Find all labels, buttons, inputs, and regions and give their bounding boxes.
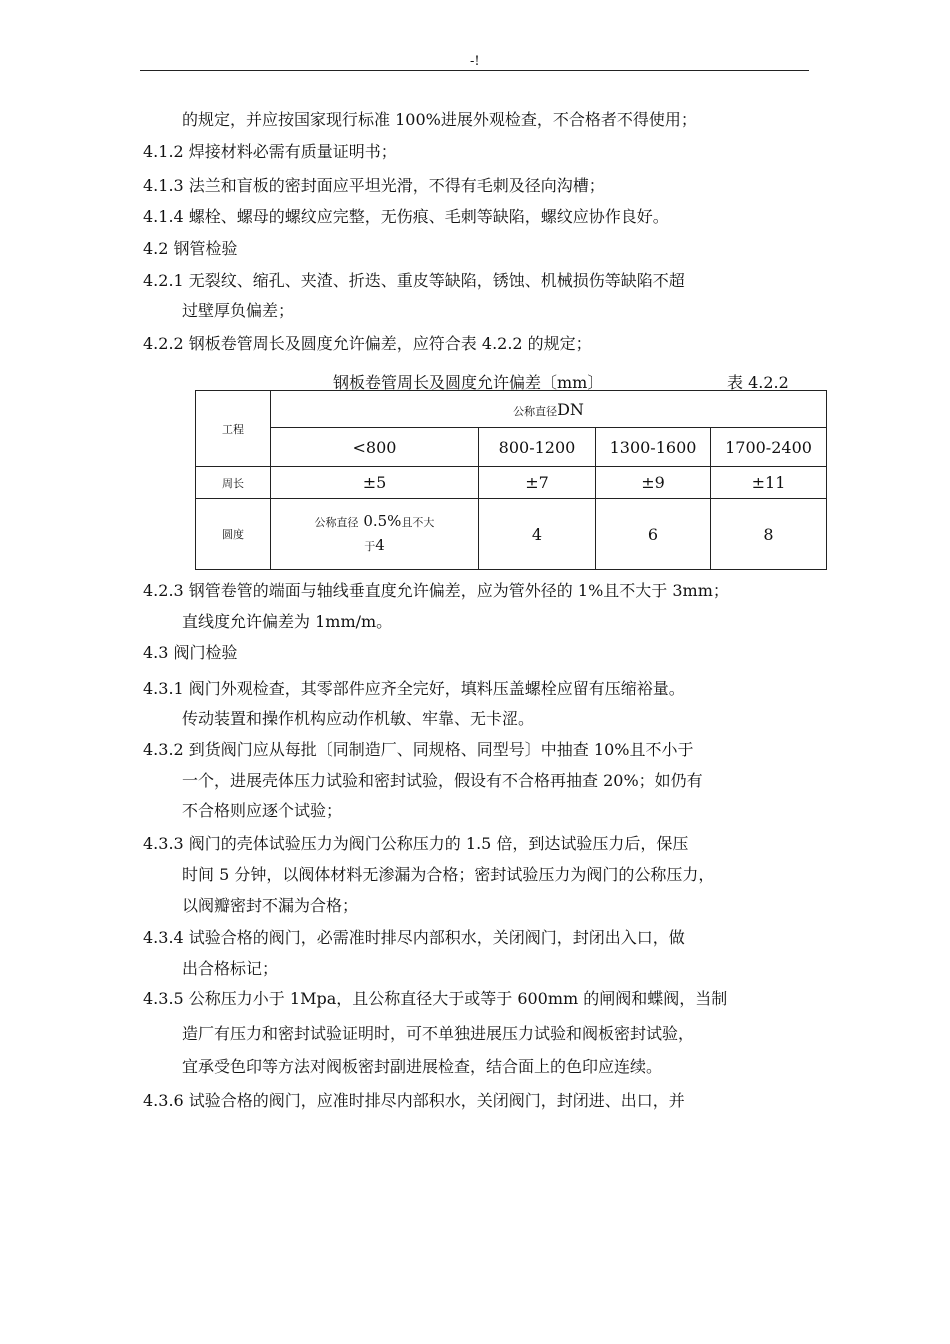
text-line: 4.3.5 公称压力小于 1Mpa，且公称直径大于或等于 600mm 的闸阀和蝶阀，当制 [143,989,728,1008]
table-cell-roundness-first: 公称直径 0.5%且不大 于4 [271,499,479,570]
table-cell: 8 [711,499,827,570]
text-line: 出合格标记； [182,959,279,978]
text-line: 造厂有压力和密封试验证明时，可不单独进展压力试验和阀板密封试验， [182,1024,695,1043]
row-label-roundness: 圆度 [196,499,271,570]
text-line: 以阀瓣密封不漏为合格； [182,896,359,915]
text-line: 过壁厚负偏差； [182,301,295,320]
group-header-nominal-diameter: 公称直径DN [271,391,827,428]
page-header-mark: -! [470,54,480,69]
text-line: 时间 5 分钟，以阀体材料无渗漏为合格；密封试验压力为阀门的公称压力， [182,865,715,884]
table-cell: ±7 [479,467,596,499]
header-rule [140,70,809,71]
column-header: <800 [271,428,479,467]
column-header: 800-1200 [479,428,596,467]
tolerance-table [195,390,827,570]
text-line: 4.2.2 钢板卷管周长及圆度允许偏差，应符合表 4.2.2 的规定； [143,334,592,353]
text-line: 4.2.3 钢管卷管的端面与轴线垂直度允许偏差，应为管外径的 1%且不大于 3mm； [143,581,729,600]
table-cell: 4 [479,499,596,570]
row-header-item: 工程 [196,391,271,467]
text-line: 4.3.1 阀门外观检查，其零部件应齐全完好，填料压盖螺栓应留有压缩裕量。 [143,679,685,698]
column-header: 1300-1600 [596,428,711,467]
text-line: 4.3.6 试验合格的阀门，应准时排尽内部积水，关闭阀门，封闭进、出口，并 [143,1091,685,1110]
text-line: 宜承受色印等方法对阀板密封副进展检查，结合面上的色印应连续。 [182,1057,663,1076]
section-heading: 4.2 钢管检验 [143,239,238,258]
table-number: 表 4.2.2 [727,373,789,392]
text-line: 一个，进展壳体压力试验和密封试验，假设有不合格再抽查 20%；如仍有 [182,771,703,790]
text-line: 的规定，并应按国家现行标准 100%进展外观检查，不合格者不得使用； [182,110,697,129]
column-header: 1700-2400 [711,428,827,467]
text-line: 传动装置和操作机构应动作机敏、牢靠、无卡涩。 [182,709,535,728]
table-cell: 6 [596,499,711,570]
text-line: 4.1.2 焊接材料必需有质量证明书； [143,142,397,161]
text-line: 4.1.4 螺栓、螺母的螺纹应完整，无伤痕、毛刺等缺陷，螺纹应协作良好。 [143,207,669,226]
table-caption: 钢板卷管周长及圆度允许偏差〔mm〕 [333,373,604,392]
text-line: 4.1.3 法兰和盲板的密封面应平坦光滑，不得有毛刺及径向沟槽； [143,176,605,195]
table-cell: ±5 [271,467,479,499]
table-cell: ±11 [711,467,827,499]
text-line: 4.3.4 试验合格的阀门，必需准时排尽内部积水，关闭阀门，封闭出入口，做 [143,928,685,947]
text-line: 直线度允许偏差为 1mm/m。 [182,612,393,631]
text-line: 4.3.3 阀门的壳体试验压力为阀门公称压力的 1.5 倍，到达试验压力后，保压 [143,834,689,853]
row-label-circumference: 周长 [196,467,271,499]
section-heading: 4.3 阀门检验 [143,643,238,662]
table-cell: ±9 [596,467,711,499]
text-line: 4.3.2 到货阀门应从每批〔同制造厂、同规格、同型号〕中抽查 10%且不小于 [143,740,694,759]
text-line: 不合格则应逐个试验； [182,801,343,820]
text-line: 4.2.1 无裂纹、缩孔、夹渣、折迭、重皮等缺陷，锈蚀、机械损伤等缺陷不超 [143,271,685,290]
